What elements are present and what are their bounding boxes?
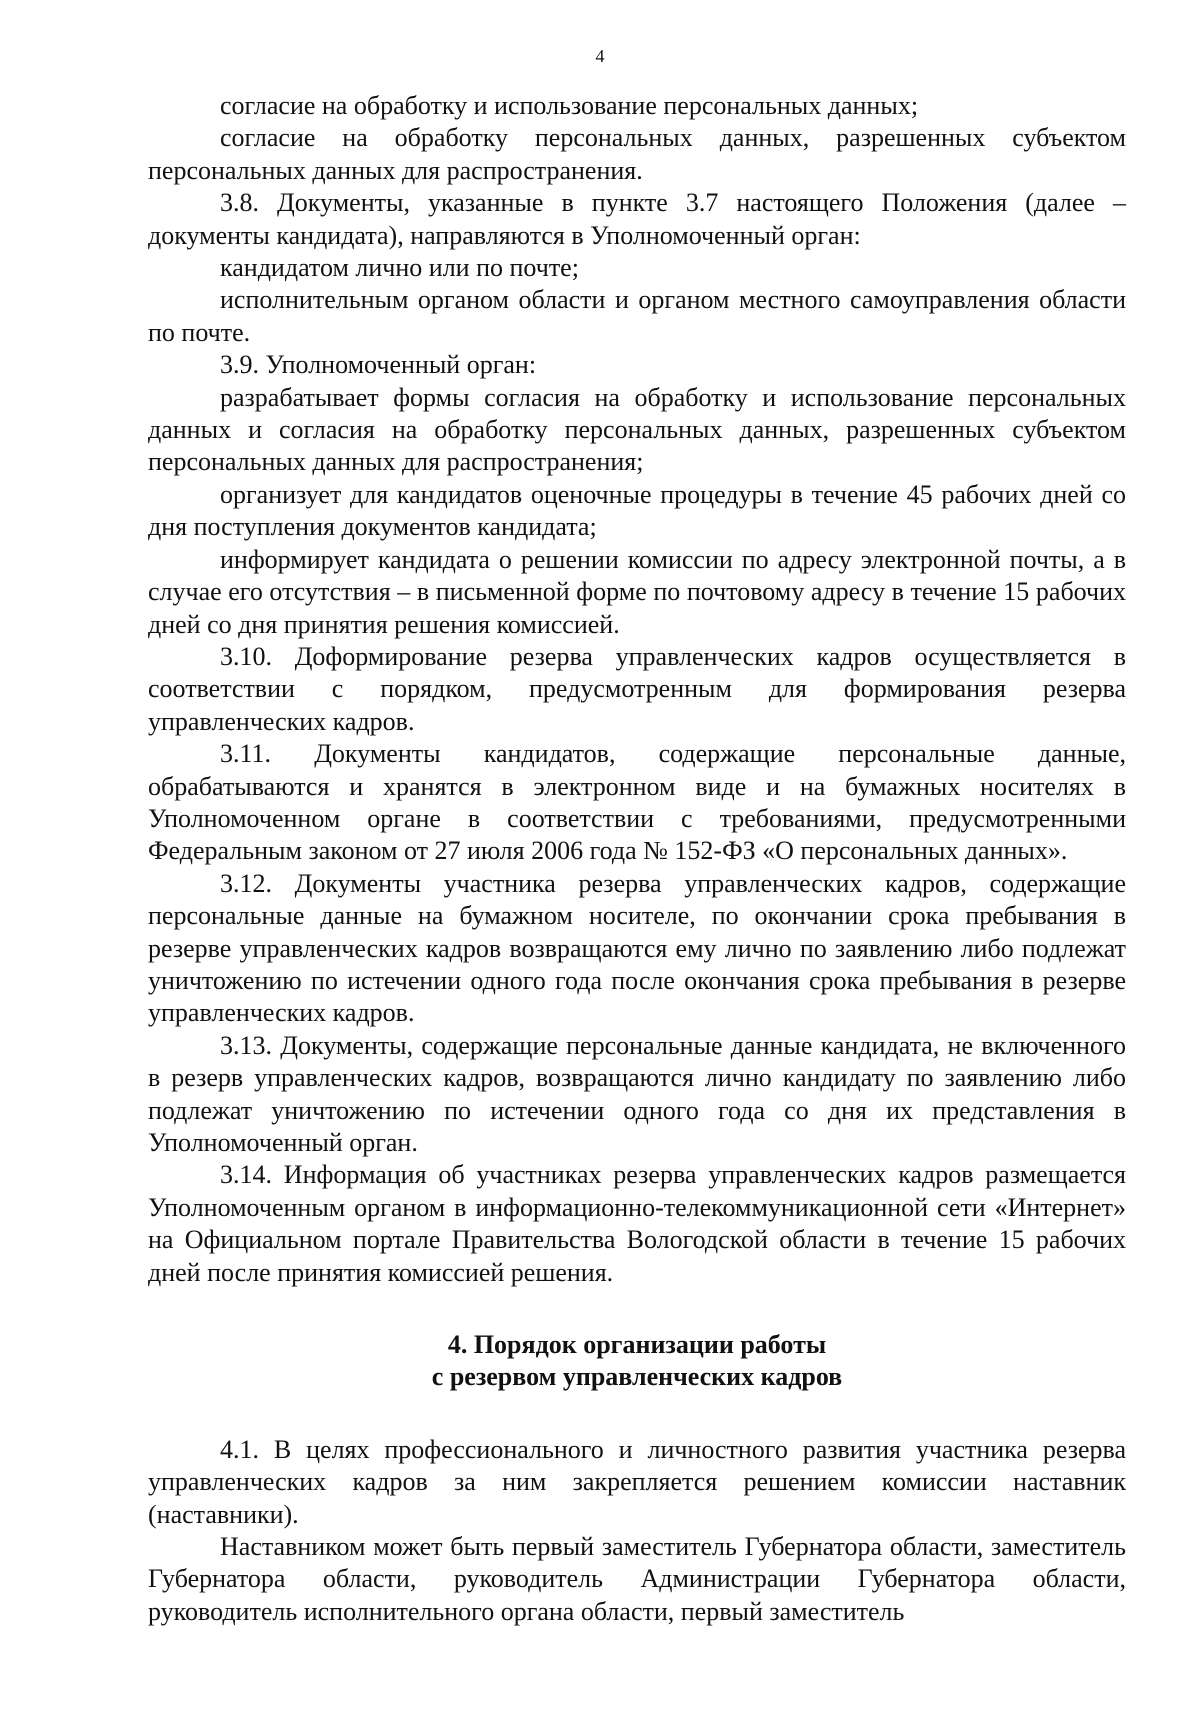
section-heading-line1: 4. Порядок организации работы: [447, 1330, 827, 1360]
paragraph: кандидатом лично или по почте;: [220, 253, 579, 283]
paragraph: разрабатывает формы согласия на обработку и использование персональных данных и согласия на обработку персональных данных, разрешенных субъектом персональных данных для распространения;: [148, 382, 1126, 477]
paragraph: организует для кандидатов оценочные процедуры в течение 45 рабочих дней со дня поступления документов кандидата;: [148, 479, 1126, 542]
paragraph: 3.9. Уполномоченный орган:: [220, 350, 537, 380]
paragraph: 3.8. Документы, указанные в пункте 3.7 настоящего Положения (далее – документы кандидата), направляются в Уполномоченный орган:: [148, 188, 1126, 250]
paragraph: Наставником может быть первый заместитель Губернатора области, заместитель Губернатора области, руководитель Администрации Губернатора области, руководитель исполнительного органа области, первый заместитель: [148, 1532, 1126, 1626]
paragraph: согласие на обработку персональных данных, разрешенных субъектом персональных данных для распространения.: [148, 123, 1126, 185]
section-heading-line2: с резервом управленческих кадров: [431, 1362, 843, 1392]
paragraph: 3.14. Информация об участниках резерва управленческих кадров размещается Уполномоченным органом в информационно-телекоммуникационной сети «Интернет» на Официальном портале Правительства Вологодской области в течение 15 рабочих дней после принятия комиссией решения.: [148, 1160, 1126, 1287]
document-body: [148, 90, 1126, 1628]
paragraph: информирует кандидата о решении комиссии по адресу электронной почты, а в случае его отсутствия – в письменной форме по почтовому адресу в течение 15 рабочих дней со дня принятия решения комиссией.: [148, 544, 1126, 639]
paragraph: 3.13. Документы, содержащие персональные данные кандидата, не включенного в резерв управленческих кадров, возвращаются лично кандидату по заявлению либо подлежат уничтожению по истечении одного года со дня их представления в Уполномоченный орган.: [148, 1030, 1126, 1157]
paragraph: 3.12. Документы участника резерва управленческих кадров, содержащие персональные данные на бумажном носителе, по окончании срока пребывания в резерве управленческих кадров возвращаются ему лично по заявлению либо подлежат уничтожению по истечении одного года после окончания срока пребывания в резерве управленческих кадров.: [148, 868, 1126, 1028]
page-number: 4: [595, 46, 605, 66]
paragraph: согласие на обработку и использование персональных данных;: [220, 91, 919, 120]
paragraph: 3.10. Доформирование резерва управленческих кадров осуществляется в соответствии с порядком, предусмотренным для формирования резерва управленческих кадров.: [148, 641, 1126, 736]
paragraph: исполнительным органом области и органом местного самоуправления области по почте.: [148, 285, 1126, 347]
paragraph: 3.11. Документы кандидатов, содержащие персональные данные, обрабатываются и хранятся в электронном виде и на бумажных носителях в Уполномоченном органе в соответствии с требованиями, предусмотренными Федеральным законом от 27 июля 2006 года № 152-ФЗ «О персональных данных».: [148, 739, 1126, 866]
paragraph: 4.1. В целях профессионального и личностного развития участника резерва управленческих кадров за ним закрепляется решением комиссии наставник (наставники).: [148, 1434, 1126, 1529]
section-heading: [148, 1329, 1126, 1394]
